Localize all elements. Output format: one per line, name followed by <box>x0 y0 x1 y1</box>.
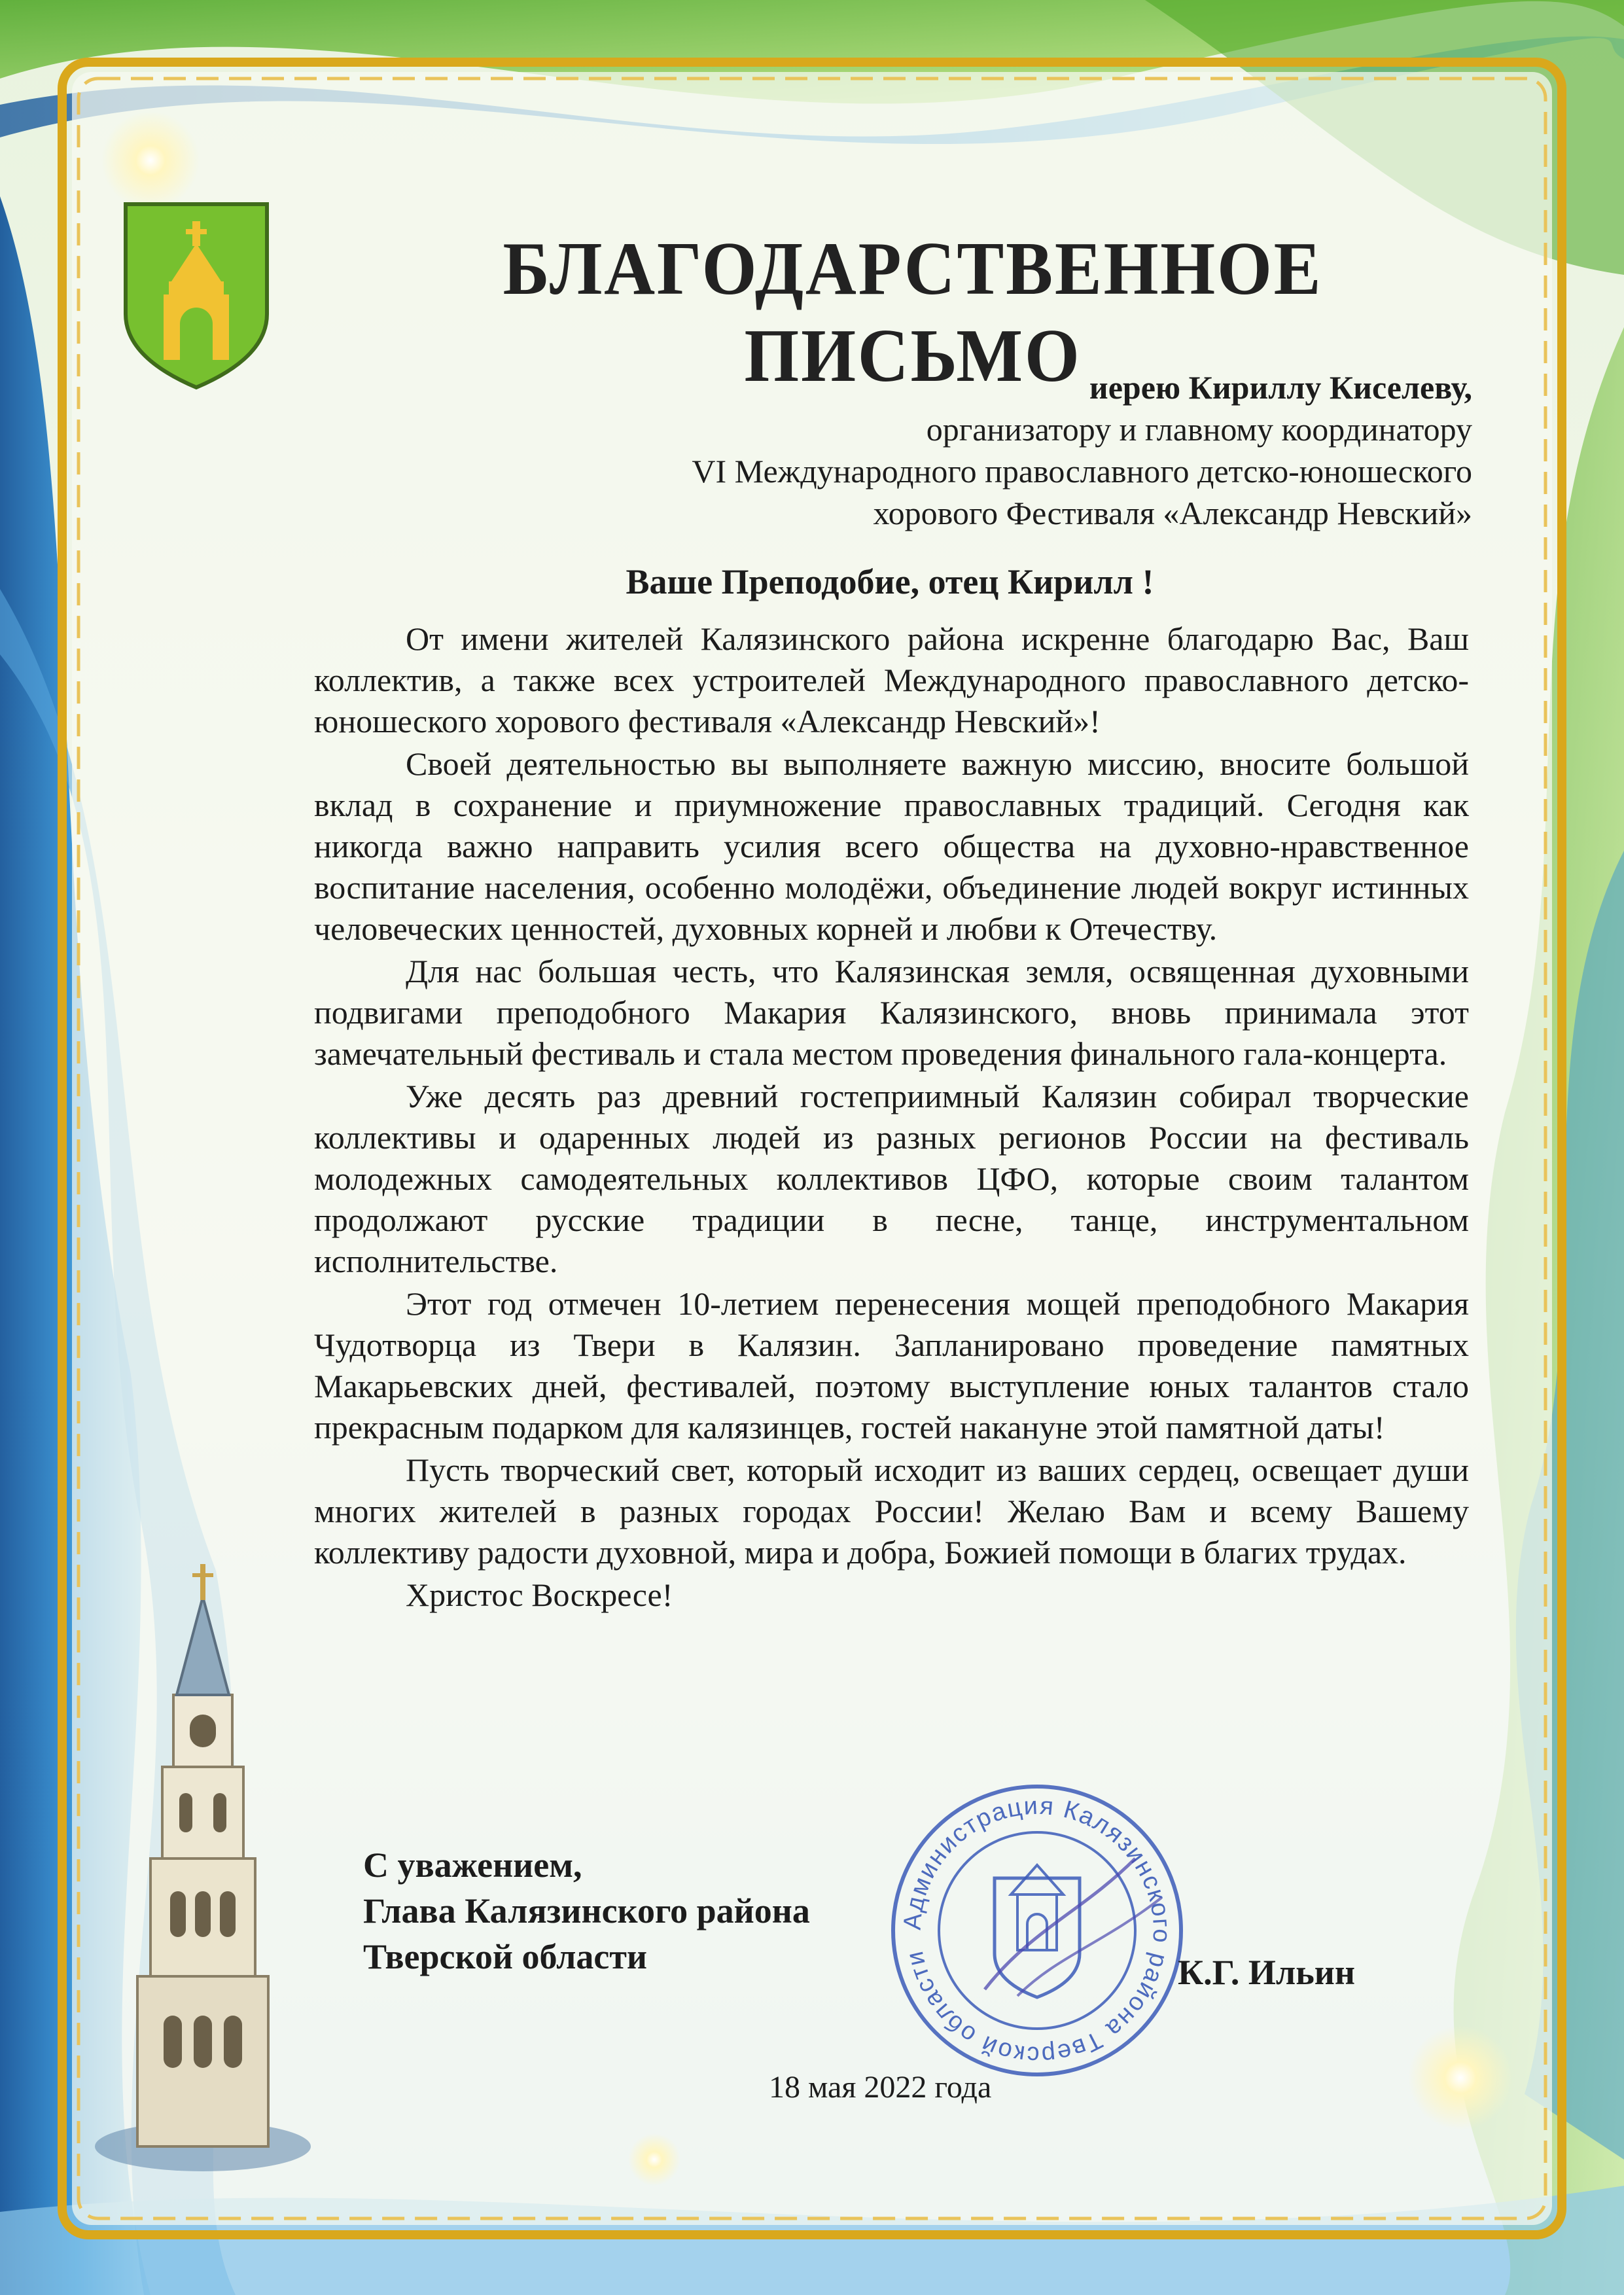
addressee-line: хорового Фестиваля «Александр Невский» <box>873 495 1472 531</box>
bell-tower-icon <box>92 1557 314 2186</box>
letter-date: 18 мая 2022 года <box>769 2070 992 2105</box>
coat-of-arms-icon <box>118 196 275 393</box>
addressee-name: иерею Кириллу Киселеву, <box>1089 369 1472 406</box>
greeting: Ваше Преподобие, отец Кирилл ! <box>626 562 1154 601</box>
closing-block <box>363 1842 810 1980</box>
closing-line: С уважением, <box>363 1845 582 1885</box>
body-paragraph: Пусть творческий свет, который исходит из ваших сердец, освещает души многих жителей в разных городах России! Желаю Вам и всему Вашему коллективу радости духовной, мира и добра, Божией помощи в благих трудах. <box>314 1451 1469 1571</box>
closing-line: Тверской области <box>363 1937 648 1976</box>
body-paragraph: Для нас большая честь, что Калязинская земля, освященная духовными подвигами преподобного Макария Калязинского, вновь принимала этот замечательный фестиваль и стала местом проведения финального гала-концерта. <box>314 953 1469 1072</box>
addressee-line: организатору и главному координатору <box>926 411 1472 448</box>
body-paragraph: От имени жителей Калязинского района искренне благодарю Вас, Ваш коллектив, а также всех устроителей Международного православного детско-юношеского хорового фестиваля «Александр Невский»! <box>314 620 1469 739</box>
closing-line: Глава Калязинского района <box>363 1891 810 1930</box>
letter-body <box>314 618 1469 1617</box>
signer-name: К.Г. Ильин <box>1178 1953 1356 1992</box>
seal-ring-text: Администрация Калязинского района Тверской области <box>898 1792 1176 2069</box>
addressee-block <box>491 366 1472 534</box>
body-paragraph: Этот год отмечен 10-летием перенесения мощей преподобного Макария Чудотворца из Твери в Калязин. Запланировано проведение памятных Макарьевских дней, фестивалей, поэтому выступление юных талантов стало прекрасным подарком для калязинцев, гостей накануне этой памятной даты! <box>314 1285 1469 1446</box>
letter-title: БЛАГОДАРСТВЕННОЕ ПИСЬМО <box>503 227 1323 398</box>
addressee-line: VI Международного православного детско-юношеского <box>692 453 1472 489</box>
official-seal-icon <box>887 1780 1188 2081</box>
body-paragraph: Уже десять раз древний гостеприимный Калязин собирал творческие коллективы и одаренных людей из разных регионов России на фестиваль молодежных самодеятельных коллективов ЦФО, которые своим талантом продолжают русские традиции в песне, танце, инструментальном исполнительстве. <box>314 1078 1469 1279</box>
body-paragraph: Христос Воскресе! <box>406 1576 673 1613</box>
body-paragraph: Своей деятельностью вы выполняете важную миссию, вносите большой вклад в сохранение и приумножение православных традиций. Сегодня как никогда важно направить усилия всего общества на духовно-нравственное воспитание населения, особенно молодёжи, объединение людей вокруг истинных человеческих ценностей, духовных корней и любви к Отечеству. <box>314 745 1469 947</box>
